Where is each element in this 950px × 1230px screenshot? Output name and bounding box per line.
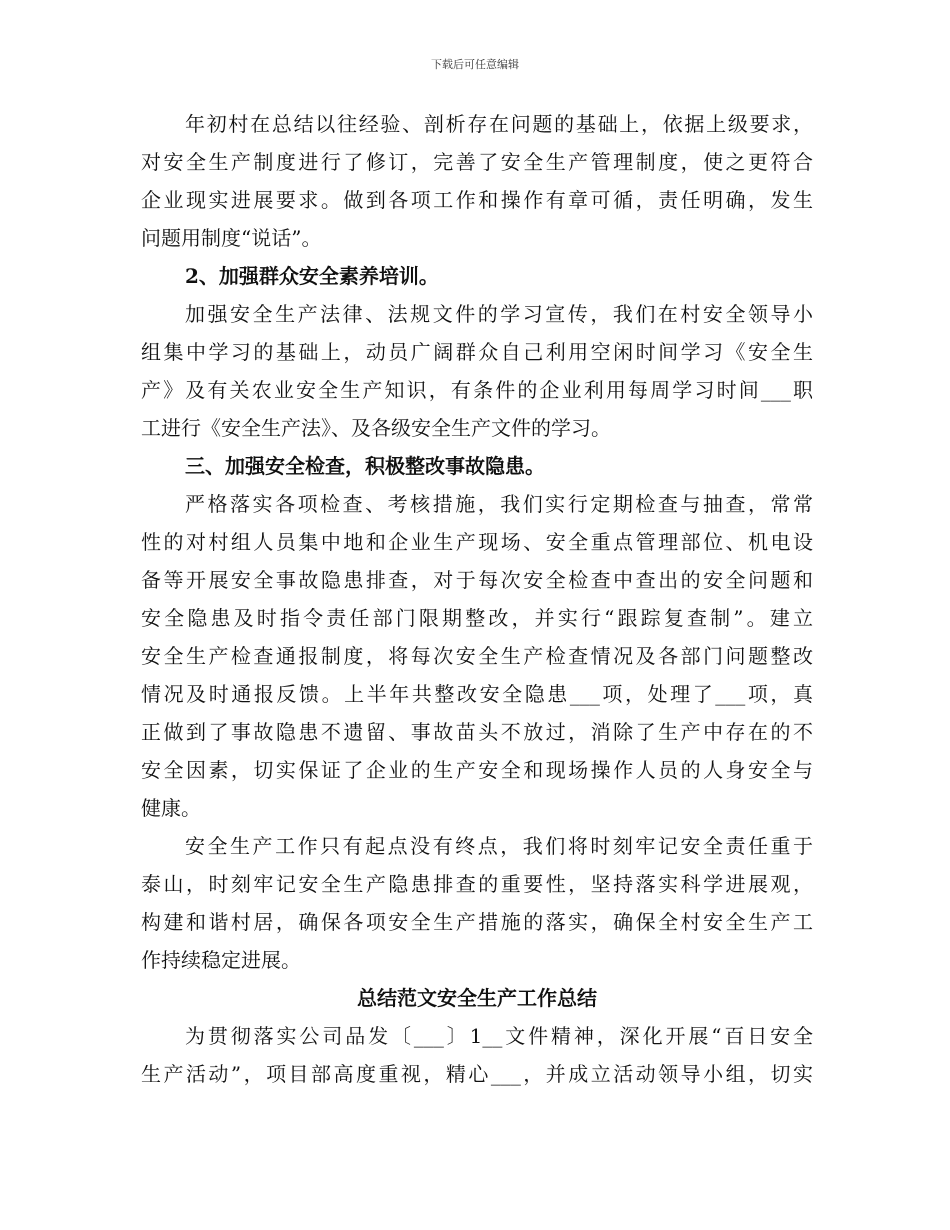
section-heading [141,447,813,485]
heading-line: 2、加强群众安全素养培训。 [185,264,439,288]
text-line: 泰山，时刻牢记安全生产隐患排查的重要性，坚持落实科学进展观， [141,872,813,896]
text-line: 组集中学习的基础上，动员广阔群众自己利用空闲时间学习《安全生 [141,340,813,364]
title-line: 总结范文安全生产工作总结 [357,986,597,1010]
text-line: 加强安全生产法律、法规文件的学习宣传，我们在村安全领导小 [185,302,813,326]
text-line: 构建和谐村居，确保各项安全生产措施的落实，确保全村安全生产工 [141,910,813,934]
text-line: 企业现实进展要求。做到各项工作和操作有章可循，责任明确，发生 [141,188,813,212]
section-title [141,979,813,1017]
text-line: 生产活动”，项目部高度重视，精心___，并成立活动领导小组，切实 [141,1062,813,1086]
paragraph [141,485,813,827]
text-line: 情况及时通报反馈。上半年共整改安全隐患___项，处理了___项，真 [141,682,813,706]
text-line: 工进行《安全生产法》、及各级安全生产文件的学习。 [141,416,611,440]
text-line: 作持续稳定进展。 [141,948,301,972]
paragraph [141,1017,813,1093]
paragraph [141,827,813,979]
document-body [141,105,813,1093]
paragraph [141,295,813,447]
text-line: 对安全生产制度进行了修订，完善了安全生产管理制度，使之更符合 [141,150,813,174]
text-line: 严格落实各项检查、考核措施，我们实行定期检查与抽查，常常 [185,492,813,516]
text-line: 正做到了事故隐患不遗留、事故苗头不放过，消除了生产中存在的不 [141,720,813,744]
text-line: 产》及有关农业安全生产知识，有条件的企业利用每周学习时间___职 [141,378,813,402]
text-line: 安全生产工作只有起点没有终点，我们将时刻牢记安全责任重于 [185,834,813,858]
page-header: 下载后可任意编辑 [431,58,519,71]
text-line: 年初村在总结以往经验、剖析存在问题的基础上，依据上级要求， [185,112,813,136]
heading-line: 三、加强安全检查，积极整改事故隐患。 [185,454,545,478]
text-line: 问题用制度“说话”。 [141,226,322,250]
paragraph [141,105,813,257]
text-line: 性的对村组人员集中地和企业生产现场、安全重点管理部位、机电设 [141,530,813,554]
text-line: 安全生产检查通报制度，将每次安全生产检查情况及各部门问题整改 [141,644,813,668]
text-line: 为贯彻落实公司品发〔___〕1__文件精神，深化开展“百日安全 [185,1024,813,1048]
text-line: 健康。 [141,796,201,820]
text-line: 备等开展安全事故隐患排查，对于每次安全检查中查出的安全问题和 [141,568,813,592]
section-heading [141,257,813,295]
text-line: 安全因素，切实保证了企业的生产安全和现场操作人员的人身安全与 [141,758,813,782]
text-line: 安全隐患及时指令责任部门限期整改，并实行“跟踪复查制”。建立 [141,606,813,630]
